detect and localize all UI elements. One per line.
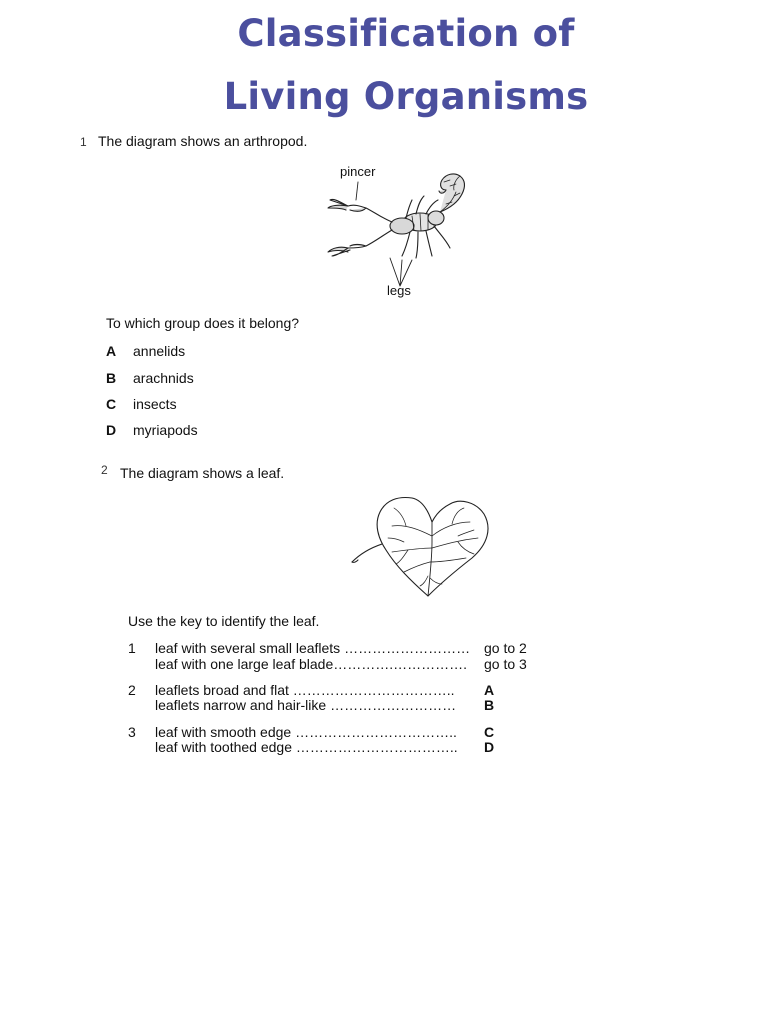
key-result: A xyxy=(484,682,495,698)
key-result: go to 3 xyxy=(484,656,527,672)
question-1-text: To which group does it belong? xyxy=(106,315,300,331)
question-1-prompt: The diagram shows an arthropod. xyxy=(98,133,308,149)
option-text: insects xyxy=(133,396,177,412)
option-text: myriapods xyxy=(133,422,198,438)
key-result: B xyxy=(484,697,495,713)
key-line: leaf with several small leaflets ……………………… xyxy=(155,640,471,656)
page-title-line-1: Classification of xyxy=(237,12,575,55)
key-line: leaf with smooth edge …………………………….. xyxy=(155,724,457,740)
option-letter: B xyxy=(106,370,117,386)
leaf-diagram xyxy=(348,492,492,602)
question-2-number: 2 xyxy=(101,463,108,477)
option-letter: A xyxy=(106,343,117,359)
question-1-number: 1 xyxy=(80,135,87,149)
option-text: arachnids xyxy=(133,370,194,386)
key-result: C xyxy=(484,724,495,740)
option-text: annelids xyxy=(133,343,186,359)
key-step-number: 1 xyxy=(128,640,136,656)
key-line: leaf with toothed edge …………………………….. xyxy=(155,739,458,755)
key-line: leaflets narrow and hair-like ……………………… xyxy=(155,697,457,713)
key-result: D xyxy=(484,739,495,755)
key-line: leaf with one large leaf blade………….……………. xyxy=(155,656,468,672)
question-2-prompt: The diagram shows a leaf. xyxy=(120,465,285,481)
option-letter: D xyxy=(106,422,117,438)
question-2-instruction: Use the key to identify the leaf. xyxy=(128,613,320,629)
page-title-line-2: Living Organisms xyxy=(223,75,589,118)
option-letter: C xyxy=(106,396,117,412)
key-step-number: 2 xyxy=(128,682,136,698)
key-result: go to 2 xyxy=(484,640,527,656)
key-step-number: 3 xyxy=(128,724,136,740)
legs-label: legs xyxy=(387,283,411,298)
pincer-label: pincer xyxy=(340,164,376,179)
key-line: leaflets broad and flat …………………………….. xyxy=(155,682,455,698)
scorpion-diagram xyxy=(320,160,490,302)
